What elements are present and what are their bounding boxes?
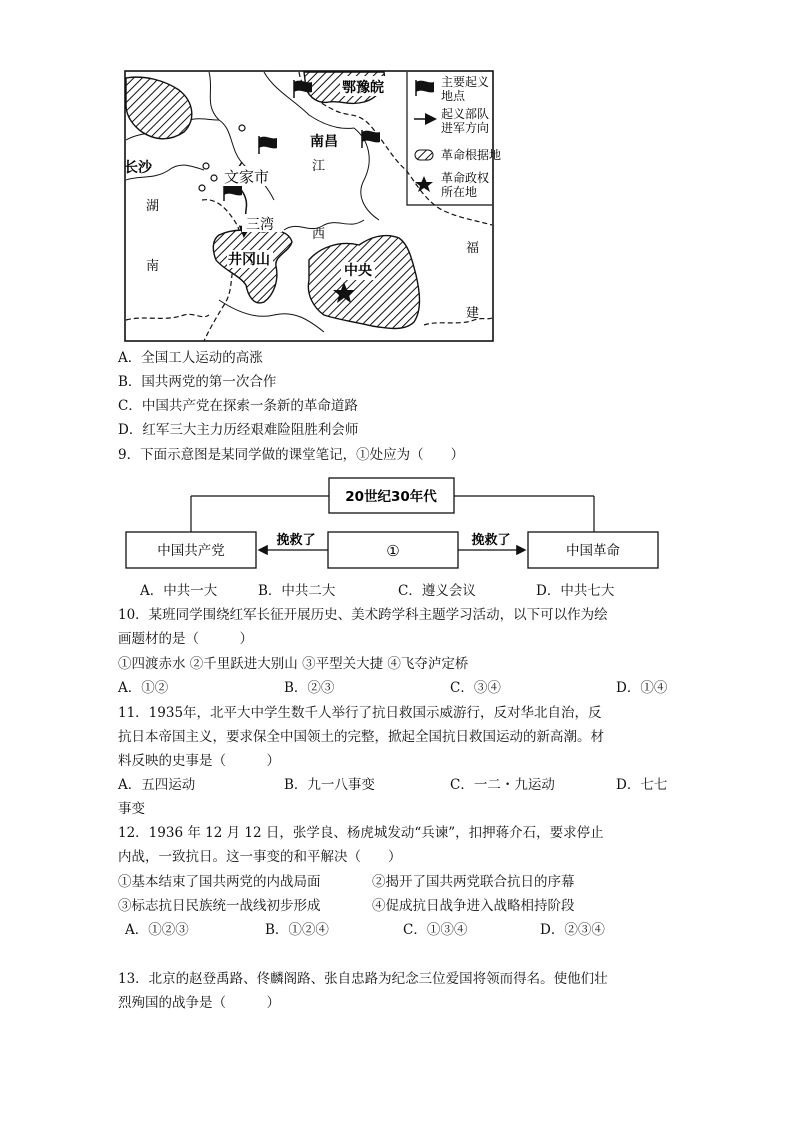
town-dot [211,175,217,181]
q12-stem-line2: 内战，一致抗日。这一事变的和平解决（ ） [118,849,402,865]
q10-option-d[interactable]: D．①④ [616,680,668,696]
q11-option-b[interactable]: B．九一八事变 [284,777,375,793]
q9-option-c[interactable]: C．遵义会议 [398,583,476,599]
q9-right-arrow-label: 挽救了 [471,533,511,548]
q9-stem: 9．下面示意图是某同学做的课堂笔记，①处应为（ ） [118,447,465,463]
label-hu: 湖 [146,199,160,214]
q11-option-c[interactable]: C．一二・九运动 [450,777,555,793]
q12-items-row1 [118,872,678,892]
q9-right-text: 中国革命 [566,543,620,559]
legend-regime-line1: 革命政权 [441,171,490,185]
label-nan: 南 [146,259,160,274]
label-zhongyang: 中央 [344,263,372,279]
town-dot [239,125,245,131]
q9-center-text: ① [386,542,400,560]
label-wenjiashi: 文家市 [224,168,270,186]
q9-option-a[interactable]: A．中共一大 [140,583,218,599]
base-area-central [308,236,419,329]
q10-stem-line2: 画题材的是（ ） [118,631,253,647]
q9-top-text: 20世纪30年代 [345,489,437,505]
q12-item-3: ③标志抗日民族统一战线初步形成 [118,898,321,914]
q12-options [125,920,685,940]
q13-stem-line1: 13．北京的赵登禹路、佟麟阁路、张自忠路为纪念三位爱国将领而得名。使他们壮 [118,971,608,987]
q12-option-d[interactable]: D．②③④ [540,922,605,938]
q9-left-arrow-label: 挽救了 [276,533,316,548]
label-jian: 建 [466,306,480,321]
legend-march-line2: 进军方向 [441,121,490,135]
q10-options [118,678,678,698]
legend-uprising-line1: 主要起义 [441,75,490,89]
q12-item-4: ④促成抗日战争进入战略相持阶段 [372,898,575,914]
q12-item-2: ②揭开了国共两党联合抗日的序幕 [372,874,575,890]
q10-stem-line1: 10．某班同学围绕红军长征开展历史、美术跨学科主题学习活动，以下可以作为绘 [118,607,608,623]
q11-options [118,775,678,795]
q11-stem-line2: 抗日本帝国主义，要求保全中国领土的完整，掀起全国抗日救国运动的新高潮。材 [118,729,604,745]
q10-option-a[interactable]: A．①② [118,680,169,696]
label-changsha: 长沙 [124,160,152,176]
q9-left-text: 中国共产党 [157,543,225,559]
revolution-map [124,70,502,342]
q10-option-b[interactable]: B．②③ [284,680,335,696]
q9-options [140,581,700,601]
q9-diagram [124,476,664,574]
q13-stem-line2: 烈殉国的战争是（ ） [118,995,280,1011]
legend-uprising-line2: 地点 [441,89,466,103]
q12-option-b[interactable]: B．①②④ [265,922,329,938]
q11-option-d-wrap: 事变 [118,801,145,817]
q11-stem-line1: 11．1935年，北平大中学生数千人举行了抗日救国示威游行，反对华北自治，反 [118,705,602,721]
label-xi: 西 [312,227,326,242]
town-dot [203,163,209,169]
q11-option-a[interactable]: A．五四运动 [118,777,196,793]
q12-option-a[interactable]: A．①②③ [125,922,189,938]
q12-stem-line1: 12．1936 年 12 月 12 日，张学良、杨虎城发动“兵谏”，扣押蒋介石，要求停止 [118,825,604,841]
q9-option-b[interactable]: B．中共二大 [258,583,336,599]
q10-items: ①四渡赤水 ②千里跃进大别山 ③平型关大捷 ④飞夺泸定桥 [118,656,469,672]
legend-march-line1: 起义部队 [441,107,490,121]
label-fu: 福 [466,241,480,256]
legend-regime-line2: 所在地 [441,185,478,199]
town-dot [199,185,205,191]
label-jinggangshan: 井冈山 [228,252,270,268]
q10-option-c[interactable]: C．③④ [450,680,501,696]
q12-item-1: ①基本结束了国共两党的内战局面 [118,874,321,890]
base-area-icon [415,150,433,160]
q8-option-d[interactable]: D．红军三大主力历经艰难险阻胜利会师 [118,422,359,438]
label-jiang: 江 [312,159,326,174]
q8-option-b[interactable]: B．国共两党的第一次合作 [118,374,277,390]
label-nanchang: 南昌 [310,134,338,150]
q8-option-c[interactable]: C．中国共产党在探索一条新的革命道路 [118,398,358,414]
q12-option-c[interactable]: C．①③④ [403,922,468,938]
legend-base-area: 革命根据地 [441,148,502,162]
q9-option-d[interactable]: D．中共七大 [536,583,615,599]
q12-items-row2 [118,896,678,916]
q8-option-a[interactable]: A．全国工人运动的高涨 [118,350,263,366]
q11-stem-line3: 料反映的史事是（ ） [118,753,280,769]
label-eyuwan: 鄂豫皖 [342,80,384,96]
q11-option-d[interactable]: D．七七 [616,777,668,793]
label-sanwan: 三湾 [246,217,274,233]
